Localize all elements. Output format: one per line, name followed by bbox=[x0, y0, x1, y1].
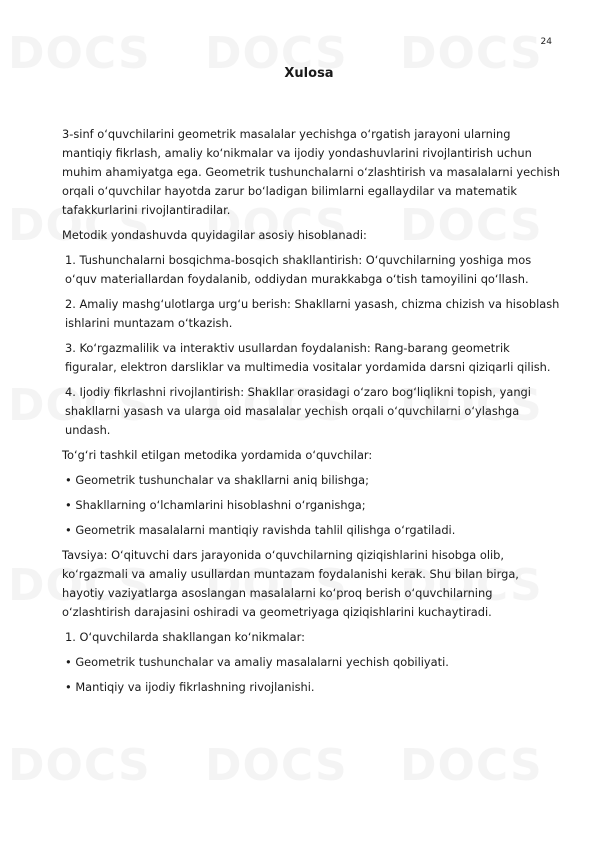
bullet-item: • Geometrik masalalarni mantiqiy ravishda tahlil qilishga o‘rgatiladi. bbox=[65, 523, 456, 537]
bullet-item: • Shakllarning o‘lchamlarini hisoblashni o‘rganishga; bbox=[65, 498, 366, 512]
bullet-item: • Geometrik tushunchalar va shakllarni aniq bilishga; bbox=[65, 473, 369, 487]
page-title: Xulosa bbox=[284, 66, 334, 81]
bullet-item: • Mantiqiy va ijodiy fikrlashning rivojlanishi. bbox=[65, 680, 315, 694]
watermark-text bbox=[400, 740, 543, 791]
document-body bbox=[62, 125, 560, 703]
intro-paragraph: 3-sinf o‘quvchilarini geometrik masalalar yechishga o‘rgatish jarayoni ularning mantiqiy fikrlash, amaliy ko‘nikmalar va ijodiy yondashuvlarini rivojlantirish uchun muhim ahamiyatga ega. Geometrik tushunchalarni o‘zlashtirish va masalalarni yechish orqali o‘quvchilar hayotda zarur bo‘ladigan bilimlarni egallaydilar va matematik tafakkurlarini rivojlantiradilar. bbox=[62, 127, 560, 217]
outcomes-lead: To‘g‘ri tashkil etilgan metodika yordamida o‘quvchilar: bbox=[62, 448, 373, 462]
watermark-text bbox=[205, 740, 348, 791]
watermark-text bbox=[8, 740, 151, 791]
recommendation-paragraph: Tavsiya: O‘qituvchi dars jarayonida o‘quvchilarning qiziqishlarini hisobga olib, ko‘rgazmali va amaliy usullardan muntazam foydalanishi kerak. Shu bilan birga, hayotiy vaziyatlarga asoslangan masalalarni ko‘proq berish o‘quvchilarning o‘zlashtirish darajasini oshiradi va geometriyaga qiziqishlarini kuchaytiradi. bbox=[62, 548, 519, 619]
methodology-lead: Metodik yondashuvda quyidagilar asosiy hisoblanadi: bbox=[62, 228, 367, 242]
numbered-item: 1. Tushunchalarni bosqichma-bosqich shakllantirish: O‘quvchilarning yoshiga mos o‘quv materiallardan foydalanib, oddiydan murakkabga o‘tish tamoyilini qo‘llash. bbox=[65, 253, 532, 286]
page-number: 24 bbox=[540, 37, 552, 47]
numbered-item: 2. Amaliy mashg‘ulotlarga urg‘u berish: Shakllarni yasash, chizma chizish va hisoblash ishlarini muntazam o‘tkazish. bbox=[65, 297, 560, 330]
numbered-item: 3. Ko‘rgazmalilik va interaktiv usullardan foydalanish: Rang-barang geometrik figuralar, elektron darsliklar va multimedia vositalar yordamida darsni qiziqarli qilish. bbox=[65, 341, 551, 374]
bullet-item: • Geometrik tushunchalar va amaliy masalalarni yechish qobiliyati. bbox=[65, 655, 449, 669]
numbered-item: 1. O‘quvchilarda shakllangan ko‘nikmalar: bbox=[65, 630, 305, 644]
numbered-item: 4. Ijodiy fikrlashni rivojlantirish: Shakllar orasidagi o‘zaro bog‘liqlikni topish, yangi shakllarni yasash va ularga oid masalalar yechish orqali o‘quvchilarni o‘ylashga undash. bbox=[65, 385, 531, 437]
